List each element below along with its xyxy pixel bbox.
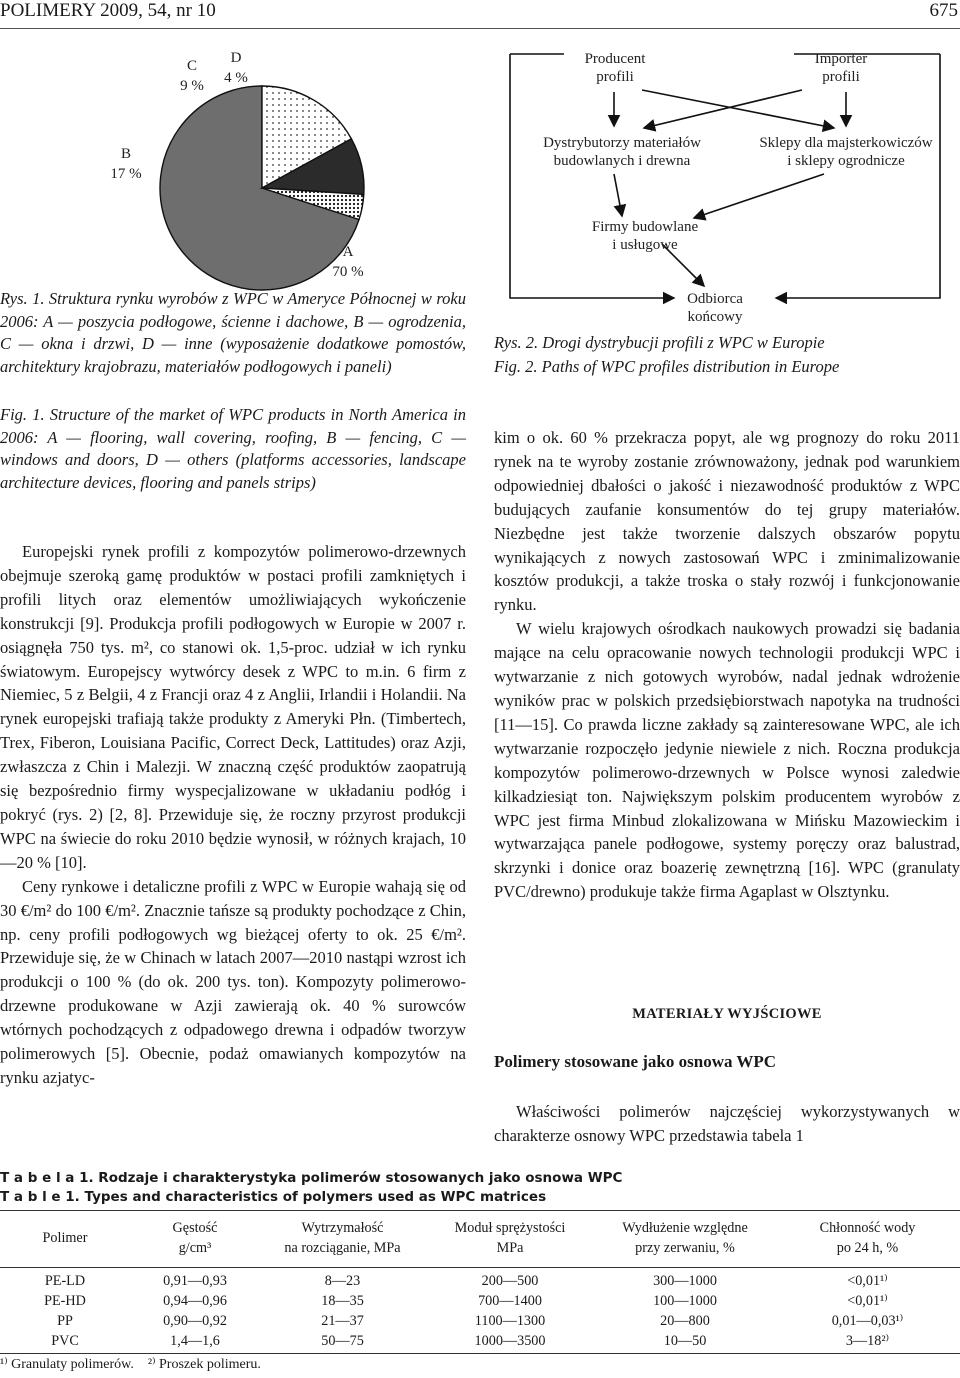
fig2-caption-en: Fig. 2. Paths of WPC profiles distribution in Europe <box>494 357 840 376</box>
hdr-tensile-2: na rozciąganie, MPa <box>284 1239 401 1256</box>
left-paragraph-2: Ceny rynkowe i detaliczne profili z WPC w Europie wahają się od 30 €/m² do 100 €/m². Znacznie tańsze są produkty pochodzące z Chin, np. ceny profili podłogowych wg bieżącej oferty to ok. 25 €/m². Przewiduje się, że w Chinach w latach 2007—2010 nastąpi wzrost ich produkcji o 100 % (do ok. 200 tys. ton). Kompozyty polimerowo-drzewne produkowane w Azji zawierają ok. 40 % surowców wtórnych pochodzących z odpadowego drewna i odpadów tworzyw polimerowych [5]. Obecnie, podaż omawianych kompozytów na rynku azjatyc- <box>0 876 466 1087</box>
cell: 10—50 <box>663 1333 707 1349</box>
fig2-node-importer <box>766 50 916 86</box>
hdr-elong-2: przy zerwaniu, % <box>635 1239 735 1256</box>
arrow-producer-recipient-loop <box>510 54 674 298</box>
distributors-line2: budowlanych i drewna <box>553 153 691 169</box>
producer-line2: profili <box>596 69 634 85</box>
col-header-polymer <box>0 1210 130 1267</box>
pie-label-C: C <box>186 58 198 74</box>
cell: 1000—3500 <box>474 1333 546 1349</box>
right-paragraph-2: W wielu krajowych ośrodkach naukowych prowadzi się badania mające na celu opracowanie nowych technologii produkcji WPC i wytwarzanie z nich gotowych wyrobów, nadal jednak wdrożenie wyników prac w polskich przedsiębiorstwach napotyka na trudności [11—15]. Co prawda liczne zakłady są zainteresowane WPC, ale ich wytwarzanie rozpoczęło jedynie niewiele z nich. Roczna produkcja kompozytów polimerowo-drzewnych w Polsce wynosi zaledwie kilkadziesiąt ton. Największym polskim producentem wyrobów z WPC jest firma Minbud zlokalizowana w Mińsku Mazowieckim i wytwarzająca panele podłogowe, systemy poręczy oraz balustrad, skrzynki i donice oraz boazerię zewnętrzną [16]. WPC (granulaty PVC/drewno) produkuje także firma Agaplast w Olsztynku. <box>494 619 960 902</box>
distributors-line1: Dystrybutorzy materiałów <box>543 135 701 151</box>
col-header-modulus <box>425 1210 595 1267</box>
fig2-node-producer <box>540 50 690 86</box>
cell: PP <box>57 1313 73 1329</box>
cell: 1,4—1,6 <box>170 1333 220 1349</box>
table1-caption-pl: T a b e l a 1. Rodzaje i charakterystyka polimerów stosowanych jako osnowa WPC <box>0 1170 623 1186</box>
header-rule <box>0 28 960 29</box>
producer-line1: Producent <box>584 51 646 67</box>
table-row <box>0 1291 960 1311</box>
section-heading: MATERIAŁY WYJŚCIOWE <box>632 1006 822 1022</box>
cell: 21—37 <box>321 1313 364 1329</box>
subsection-paragraph: Właściwości polimerów najczęściej wykorzystywanych w charakterze osnowy WPC przedstawia tabela 1 <box>494 1102 960 1145</box>
cell: 0,94—0,96 <box>163 1293 227 1309</box>
subsection-text <box>494 1100 960 1148</box>
fig2-caption-pl: Rys. 2. Drogi dystrybucji profili z WPC w Europie <box>494 333 825 352</box>
hdr-density-1: Gęstość <box>172 1219 218 1236</box>
footnote-2: ²⁾ Proszek polimeru. <box>147 1357 261 1372</box>
recipient-line2: końcowy <box>687 309 743 325</box>
cell: 50—75 <box>321 1333 364 1349</box>
fig1-caption-pl: Rys. 1. Struktura rynku wyrobów z WPC w Ameryce Północnej w roku 2006: A — poszycia podłogowe, ścienne i dachowe, B — ogrodzenia, C — okna i drzwi, D — inne (wyposażenie dodatkowe pomostów, architektury krajobrazu, materiałów podłogowych i paneli) <box>0 289 466 376</box>
fig2-node-shops <box>736 134 956 170</box>
subsection-heading: Polimery stosowane jako osnowa WPC <box>494 1052 777 1071</box>
cell: 8—23 <box>324 1273 361 1289</box>
pie-value-B: 17 % <box>110 166 142 182</box>
hdr-absorb-1: Chłonność wody <box>819 1219 916 1236</box>
col-header-tensile <box>260 1210 425 1267</box>
cell: <0,01¹⁾ <box>847 1293 888 1309</box>
table-header-row <box>0 1210 960 1267</box>
cell: 1100—1300 <box>474 1313 546 1329</box>
table-row <box>0 1311 960 1331</box>
cell: PE-HD <box>44 1293 86 1309</box>
cell: PE-LD <box>44 1273 86 1289</box>
pie-label-D: D <box>230 50 242 66</box>
hdr-modulus-1: Moduł sprężystości <box>454 1219 566 1236</box>
journal-header: POLIMERY 2009, 54, nr 10 <box>0 0 216 21</box>
importer-line2: profili <box>822 69 860 85</box>
page-number: 675 <box>929 0 958 21</box>
fig2-node-distributors <box>522 134 722 170</box>
arrow-distributors-companies <box>614 174 622 216</box>
cell: 300—1000 <box>653 1273 717 1289</box>
pie-label-B: B <box>120 146 132 162</box>
cell: 700—1400 <box>478 1293 542 1309</box>
hdr-tensile-1: Wytrzymałość <box>301 1219 384 1236</box>
companies-line1: Firmy budowlane <box>591 219 699 235</box>
importer-line1: Importer <box>814 51 868 67</box>
fig1-pie-chart <box>0 30 480 292</box>
right-paragraph-1: kim o ok. 60 % przekracza popyt, ale wg prognozy do roku 2011 rynek na te wyroby zostanie zrównoważony, jednak pod warunkiem odpowiedniej dbałości o jakość i niezawodność produktów z WPC budujących zaufanie konsumentów do tej grupy materiałów. Niezbędne jest także tworzenie dalszych obszarów popytu wynikających z nowych zastosowań WPC i zminimalizowanie kosztów produkcji, a także troska o stały rozwój i funkcjonowanie rynku. <box>494 428 960 615</box>
table1 <box>0 1210 960 1351</box>
fig2-node-recipient <box>640 290 790 326</box>
pie-label-A: A <box>342 244 354 260</box>
pie-value-C: 9 % <box>180 78 204 94</box>
shops-line2: i sklepy ogrodnicze <box>787 153 905 169</box>
cell: 0,90—0,92 <box>163 1313 227 1329</box>
cell: 0,01—0,03¹⁾ <box>831 1313 904 1329</box>
table1-caption-en: T a b l e 1. Types and characteristics of polymers used as WPC matrices <box>0 1189 547 1205</box>
table-footnotes <box>0 1356 261 1373</box>
col-header-density <box>130 1210 260 1267</box>
left-paragraph-1: Europejski rynek profili z kompozytów polimerowo-drzewnych obejmuje szeroką gamę produktów w postaci profili zamkniętych i profili litych oraz elementów umożliwiających wykończenie konstrukcji [9]. Produkcja profili podłogowych w Europie w 2007 r. osiągnęła 750 tys. m², co stanowi ok. 1,5-proc. udział w ich rynku światowym. Europejscy wytwórcy desek z WPC to m.in. 6 firm z Niemiec, 5 z Belgii, 4 z Francji oraz 4 z Anglii, Irlandii i Holandii. Na rynek europejski trafiają także produkty z Ameryki Płn. (Timbertech, Trex, Fiberon, Louisiana Pacific, Correct Deck, Lattitudes) oraz Azji, zwłaszcza z Chin i Malezji. W znaczną część produktów zaopatrują się bezpośrednio firmy wyspecjalizowane w układaniu podłóg i pokryć (rys. 2) [2, 8]. Przewiduje się, że roczny przyrost produkcji WPC na świecie do roku 2010 będzie wynosił, w różnych krajach, 10—20 % [10]. <box>0 542 466 872</box>
table-row <box>0 1331 960 1351</box>
cell: 200—500 <box>481 1273 539 1289</box>
hdr-polymer: Polimer <box>42 1229 88 1246</box>
arrow-shops-companies <box>694 174 824 218</box>
recipient-line1: Odbiorca <box>687 291 743 307</box>
table-bottom-rule <box>0 1353 960 1354</box>
col-header-elongation <box>595 1210 775 1267</box>
left-column-text <box>0 540 466 1090</box>
right-column-text <box>494 426 960 904</box>
shops-line1: Sklepy dla majsterkowiczów <box>759 135 933 151</box>
hdr-density-2: g/cm³ <box>178 1239 212 1256</box>
col-header-absorption <box>775 1210 960 1267</box>
companies-line2: i usługowe <box>612 237 678 253</box>
footnote-1: ¹⁾ Granulaty polimerów. <box>0 1357 134 1372</box>
fig2-node-companies <box>570 218 720 254</box>
hdr-absorb-2: po 24 h, % <box>836 1239 899 1256</box>
fig1-caption-en: Fig. 1. Structure of the market of WPC products in North America in 2006: A — flooring, wall covering, roofing, B — fencing, C — windows and doors, D — others (platforms accessories, landscape architecture devices, flooring and panels strips) <box>0 405 466 492</box>
cell: 18—35 <box>321 1293 364 1309</box>
table-row <box>0 1271 960 1291</box>
hdr-modulus-2: MPa <box>496 1239 524 1256</box>
pie-value-D: 4 % <box>224 70 248 86</box>
cell: <0,01¹⁾ <box>847 1273 888 1289</box>
cell: 3—18²⁾ <box>845 1333 890 1349</box>
cell: 20—800 <box>660 1313 710 1329</box>
cell: PVC <box>51 1333 79 1349</box>
cell: 0,91—0,93 <box>163 1273 227 1289</box>
hdr-elong-1: Wydłużenie względne <box>622 1219 748 1236</box>
cell: 100—1000 <box>653 1293 717 1309</box>
pie-value-A: 70 % <box>332 264 364 280</box>
